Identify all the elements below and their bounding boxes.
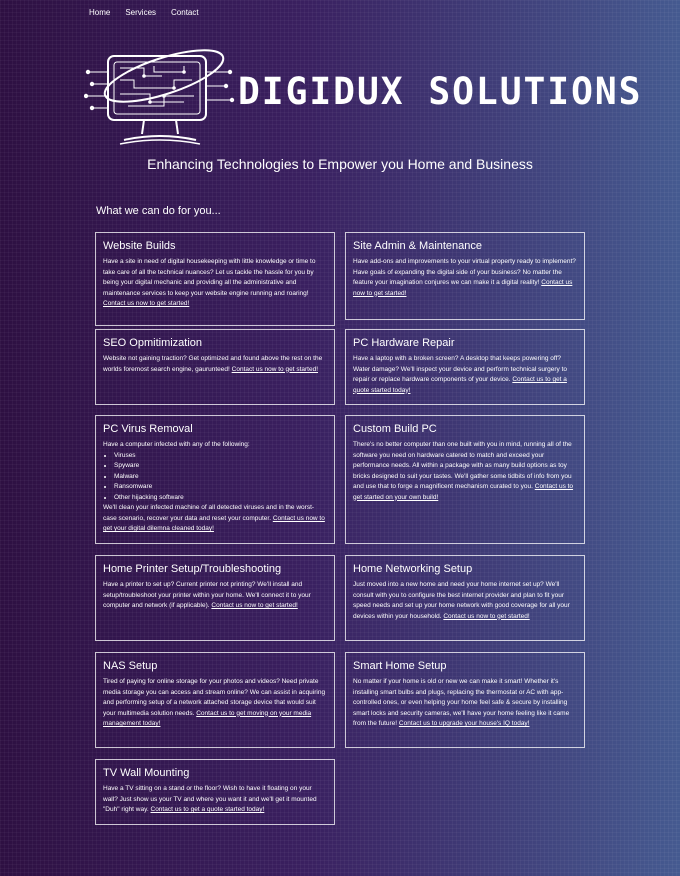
card-title: Home Networking Setup <box>353 563 473 575</box>
card-title: Custom Build PC <box>353 423 437 435</box>
circuit-monitor-logo-icon <box>84 36 236 154</box>
list-item: • Malware <box>114 472 327 483</box>
service-card-custom-build-pc <box>345 415 585 544</box>
card-description: Have a computer infected with any of the following: <box>103 441 250 448</box>
brand-name: DIGIDUX SOLUTIONS <box>238 70 643 113</box>
nav-services-link[interactable]: Services <box>125 8 157 17</box>
card-description: Just moved into a new home and need your home internet set up? We'll consult with you to configure the best internet provider and plan to fit your speed needs and set up your home network with good coverage for all your devices within your household. Contact us now to get started! <box>353 581 570 620</box>
card-title: Website Builds <box>103 240 176 252</box>
contact-link[interactable]: Contact us now to get your digital dilemna cleaned today! <box>103 514 325 532</box>
card-title: Home Printer Setup/Troubleshooting <box>103 563 282 575</box>
card-description: There's no better computer than one built with you in mind, running all of the software you need on hardware catered to match and exceed your performance needs. All within a package with as many build options as toy bricks designed to suit your tastes. We'll gather some tidbits of info from you and use that to forge a magnificent mechanism curated to you. Contact us to get started on your own build! <box>353 441 574 501</box>
service-card-home-networking-setup <box>345 555 585 641</box>
card-title: NAS Setup <box>103 660 158 672</box>
services-heading: What we can do for you... <box>96 205 221 217</box>
card-description: Have a site in need of digital housekeeping with little knowledge or time to take care of all the technical nuances? Let us tackle the hassle for you by being your digital mechanic and providing all the administrative and maintenance services to keep your website engine running and roaring! Contact us now to get started! <box>103 258 316 307</box>
contact-link[interactable]: Contact us to upgrade your house's IQ today! <box>398 720 530 727</box>
card-title: PC Virus Removal <box>103 423 193 435</box>
contact-link[interactable]: Contact us to get started on your own build! <box>353 483 574 501</box>
threat-list <box>103 451 327 504</box>
card-title: Site Admin & Maintenance <box>353 240 483 252</box>
contact-link[interactable]: Contact us now to get started! <box>353 279 573 297</box>
service-card-home-printer-setup <box>95 555 335 641</box>
service-card-smart-home-setup <box>345 652 585 748</box>
service-card-nas-setup <box>95 652 335 748</box>
contact-link[interactable]: Contact us to get a quote started today! <box>150 806 265 813</box>
card-description-2: We'll clean your infected machine of all detected viruses and in the worst-case scenario, recover your data and reset your computer. Contact us now to get your digital dilemna cleaned today! <box>103 504 325 532</box>
tagline: Enhancing Technologies to Empower you Home and Business <box>147 156 533 172</box>
contact-link[interactable]: Contact us now to get started! <box>231 365 318 373</box>
contact-link[interactable]: Contact us now to get started! <box>443 612 530 620</box>
list-item: • Other hijacking software <box>114 493 327 504</box>
card-description: Have add-ons and improvements to your virtual property ready to implement? Have goals of expanding the digital side of your business? No matter the feature your imagination conjures we can make it a digital reality! Contact us now to get started! <box>353 258 576 297</box>
card-title: TV Wall Mounting <box>103 767 190 779</box>
card-title: PC Hardware Repair <box>353 337 455 349</box>
service-card-site-admin <box>345 232 585 320</box>
list-item: • Spyware <box>114 461 327 472</box>
nav-home-link[interactable]: Home <box>89 8 111 17</box>
contact-link[interactable]: Contact us to get moving on your media management today! <box>103 709 312 727</box>
service-card-website-builds <box>95 232 335 326</box>
service-card-tv-wall-mounting <box>95 759 335 825</box>
card-description: Have a printer to set up? Current printer not printing? We'll install and setup/troubleshoot your printer within your home. We'll connect it to your computer and network (if applicable). Contact us now to get started! <box>103 581 311 609</box>
contact-link[interactable]: Contact us now to get started! <box>211 602 298 609</box>
card-description: Have a laptop with a broken screen? A desktop that keeps powering off? Water damage? We'll inspect your device and perform technical surgery to repair or replace hardware components of your device. Contact us to get a quote started today! <box>353 355 568 394</box>
nav-contact-link[interactable]: Contact <box>171 8 199 17</box>
service-card-seo <box>95 329 335 405</box>
card-title: SEO Opmitimization <box>103 337 203 349</box>
card-description: Website not gaining traction? Get optimized and found above the rest on the worlds foremost search engine, gaurunteed! Contact us now to get started! <box>103 355 323 373</box>
card-description: No matter if your home is old or new we can make it smart! Whether it's installing smart bulbs and plugs, replacing the thermostat or AC with app-controlled ones, or even helping your home feel safe & secure by installing smart locks and security cameras, we'll have your home feeling like it came from the future! Contact us to upgrade your house's IQ today! <box>353 678 570 727</box>
list-item: • Viruses <box>114 451 327 462</box>
card-description: Have a TV sitting on a stand or the floor? Wish to have it floating on your wall? Just show us your TV and where you want it and we'll get it mounted "Duh" right way. Contact us to get a quote started today! <box>103 785 317 813</box>
card-description: Tired of paying for online storage for your photos and videos? Need private media storage you can access and stream online? We can assist in acquiring and performing setup of a network attached storage device that would suit your multimedia solution needs. Contact us to get moving on your media management today! <box>103 678 326 727</box>
service-card-pc-virus-removal <box>95 415 335 544</box>
top-nav <box>89 8 199 17</box>
list-item: • Ransomware <box>114 482 327 493</box>
contact-link[interactable]: Contact us to get a quote started today! <box>353 376 567 394</box>
contact-link[interactable]: Contact us now to get started! <box>103 300 190 307</box>
service-card-pc-hardware-repair <box>345 329 585 405</box>
card-title: Smart Home Setup <box>353 660 447 672</box>
